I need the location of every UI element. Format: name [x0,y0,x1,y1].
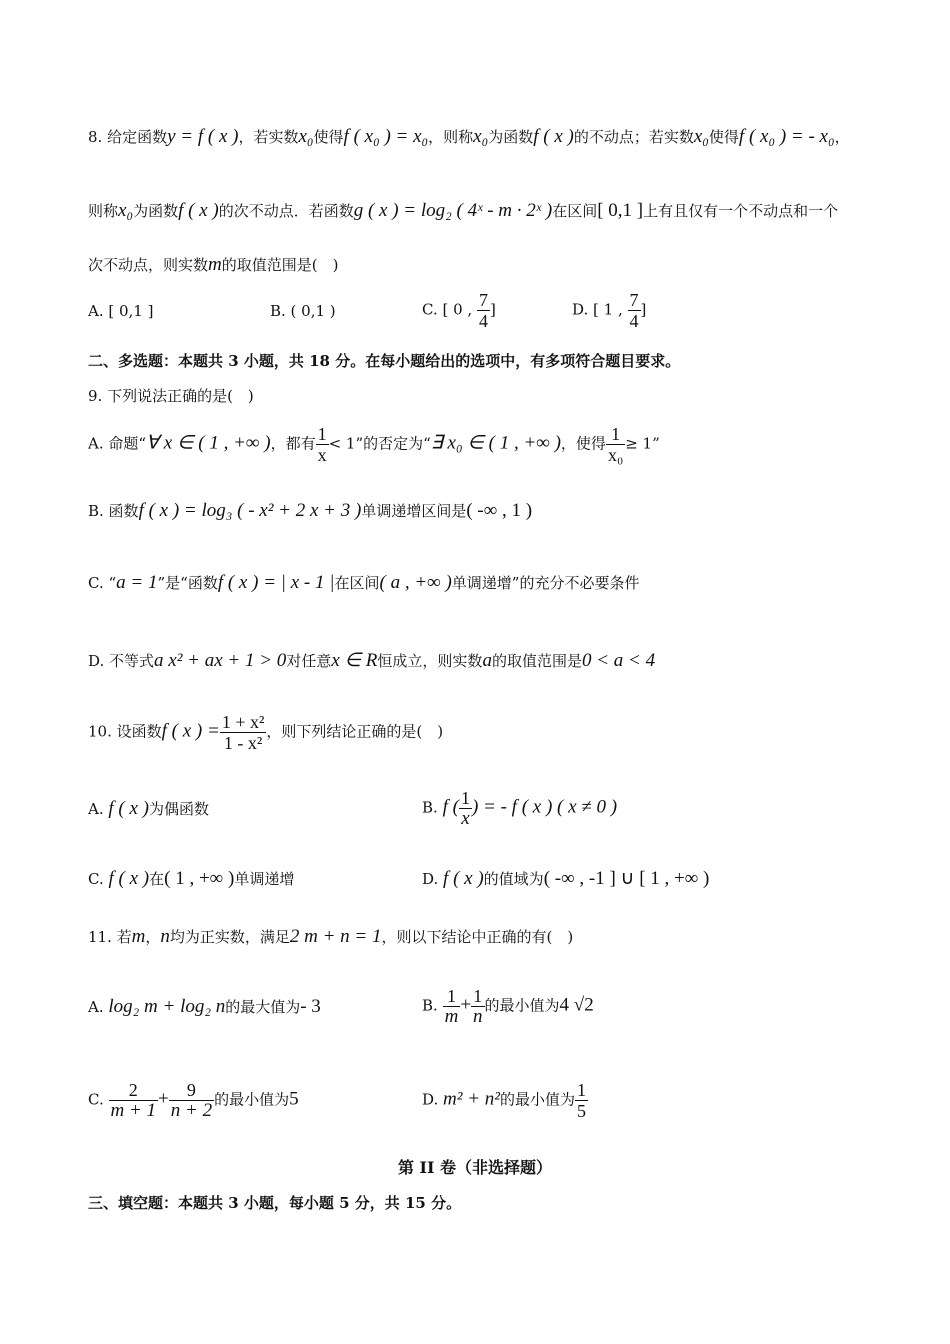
math: f ( x ) [108,798,150,819]
denominator: x [317,445,327,465]
numerator: 1 [471,986,485,1007]
text: 为偶函数 [149,800,210,818]
denominator: 5 [577,1101,586,1121]
text: 使得 [708,128,739,146]
q9-option-b [88,500,532,522]
numerator: 1 [577,1080,586,1100]
text: ，则下列结论正确的是( ) [266,722,444,741]
text: ，使得 [560,434,606,453]
math: - 3 [300,996,321,1017]
fraction [316,424,329,465]
plus: + [158,1088,169,1110]
math: f ( x ) [533,126,574,147]
text: A. [88,800,104,818]
q11-option-d [422,1080,588,1121]
denominator: m [444,1006,459,1027]
math: f ( x₀ ) = x₀ [343,126,429,147]
denominator: 1 - x² [223,733,263,753]
fraction [459,788,472,829]
math: f ( x ) = [161,720,220,742]
text: 上有且仅有一个不动点和一个 [643,202,839,220]
numerator: 7 [629,290,639,310]
text: < 1”的否定为“ [328,434,431,453]
q10-option-a [88,798,209,820]
numerator: 1 [606,424,625,445]
numerator: 1 [317,424,327,444]
text: ， [834,128,850,146]
text: D. [422,870,439,888]
bracket: ] [489,300,496,319]
fraction [606,424,625,465]
q8-option-d [572,290,646,331]
fraction [575,1080,588,1121]
text: ，则以下结论中正确的有( ) [381,928,574,946]
math: f ( x ) = | x - 1 | [217,572,335,593]
numerator: 1 [460,788,470,808]
math: ( 1 , +∞ ) [164,868,235,889]
math: ∃ x₀ ∈ ( 1 , +∞ ) [430,432,561,454]
q11-stem [88,926,573,948]
text: 的取值范围是( ) [221,256,339,274]
text: 在区间 [552,202,598,220]
fraction [477,290,490,331]
math: 4 √2 [559,994,594,1016]
math: f ( x₀ ) = - x₀ [738,126,835,147]
math: x₀ [298,126,314,147]
text: 单调递增区间是 [361,502,467,520]
q11-option-b [422,986,594,1027]
text: C. [88,870,104,888]
math: ( -∞ , -1 ] ∪ [ 1 , +∞ ) [543,868,710,889]
math: g ( x ) = log₂ ( 4ˣ - m · 2ˣ ) [353,200,553,221]
text: ，都有 [270,434,316,453]
text: 使得 [313,128,344,146]
math: ( a , +∞ ) [379,572,452,593]
text: 10. 设函数 [88,722,162,741]
math: f ( x ) [443,868,484,889]
text: 的最小值为 [499,1090,575,1109]
text: D. 不等式 [88,652,155,670]
text: ， [145,928,161,946]
text: B. 函数 [88,502,139,520]
option-text: A. [ 0,1 ] [88,302,154,320]
option-text: C. [ 0 , [422,300,473,319]
text: 的不动点；若实数 [573,128,694,146]
math: f ( [442,796,459,818]
fraction [220,712,267,753]
text: 均为正实数，满足 [169,928,290,946]
text: 的最小值为 [484,996,560,1015]
part-2-title: 第 II 卷（非选择题） [397,1158,553,1177]
denominator: n [473,1006,483,1027]
numerator: 1 + x² [221,712,265,732]
math: 0 < a < 4 [581,650,656,671]
text: 的次不动点．若函数 [218,202,354,220]
math: 2 m + n = 1 [289,926,382,947]
math: a = 1 [116,572,158,593]
text: ≥ 1” [625,434,660,453]
text: 在 [149,870,165,888]
text: B. [422,798,438,817]
text: 的最小值为 [214,1090,290,1109]
fraction [628,290,641,331]
math: ( -∞ , 1 ) [466,500,533,521]
q10-option-b [422,788,617,829]
math: m [131,926,146,947]
text: 次不动点，则实数 [88,256,209,274]
q11-option-a [88,996,321,1018]
numerator: 2 [109,1080,159,1101]
text: 则称 [88,202,119,220]
text: 的取值范围是 [491,652,582,670]
bracket: ] [640,300,647,319]
q10-option-c [88,868,294,890]
math: log₂ m + log₂ n [108,996,226,1017]
numerator: 7 [478,290,488,310]
q10-option-d [422,868,709,890]
denominator: x₀ [607,445,624,465]
q8-option-b [270,300,336,322]
math: ∀ x ∈ ( 1 , +∞ ) [146,432,271,454]
q8-line1 [88,126,850,148]
q11-option-c [88,1080,299,1121]
math: x ∈ R [331,650,378,671]
q8-line3 [88,254,338,276]
text: A. 命题“ [88,434,147,453]
math: 5 [289,1088,299,1110]
denominator: 4 [478,311,488,331]
text: 11. 若 [88,928,132,946]
math: f ( x ) [108,868,150,889]
text: ，若实数 [238,128,299,146]
fraction [109,1080,159,1121]
text: 为函数 [488,128,534,146]
text: C. “ [88,574,117,592]
q8-line2 [88,200,838,222]
math: a [482,650,492,671]
math: x₀ [473,126,489,147]
numerator: 1 [443,986,461,1007]
denominator: m + 1 [110,1100,157,1121]
text: A. [88,998,104,1016]
fraction [169,1080,214,1121]
math: m² + n² [443,1088,500,1110]
math: m [208,254,222,275]
math: a x² + ax + 1 > 0 [154,650,287,671]
text: 在区间 [334,574,380,592]
math: f ( x ) [178,200,219,221]
math: ) = - f ( x ) ( x ≠ 0 ) [471,796,618,818]
text: 的值域为 [483,870,544,888]
denominator: x [461,808,470,829]
plus: + [460,994,472,1016]
text: D. [422,1090,439,1109]
text: ”是“函数 [157,574,218,592]
math: x₀ [118,200,134,221]
text: C. [88,1090,104,1109]
denominator: 4 [629,311,639,331]
option-text: D. [ 1 , [572,300,623,319]
q10-stem [88,712,443,753]
denominator: n + 2 [170,1100,213,1121]
text: 单调递增 [234,870,295,888]
math: n [160,926,170,947]
text: 单调递增”的充分不必要条件 [451,574,640,592]
text: 恒成立，则实数 [377,652,483,670]
q8-option-c [422,290,496,331]
text: 对任意 [286,652,332,670]
q9-option-c [88,572,639,594]
text: 8. 给定函数 [88,128,168,146]
text: ，则称 [428,128,474,146]
fraction [443,986,461,1027]
section-2-heading: 二、多选题：本题共 3 小题，共 18 分。在每小题给出的选项中，有多项符合题目要求。 [88,352,681,370]
numerator: 9 [169,1080,214,1101]
text: 为函数 [133,202,179,220]
section-3-heading: 三、填空题：本题共 3 小题，每小题 5 分，共 15 分。 [88,1194,462,1212]
q8-option-a [88,300,153,322]
fraction [471,986,485,1027]
text: B. [422,996,438,1015]
math: [ 0,1 ] [597,200,644,221]
math: f ( x ) = log₃ ( - x² + 2 x + 3 ) [138,500,362,521]
q9-option-a [88,424,660,465]
option-text: B. ( 0,1 ) [270,302,336,320]
q9-stem: 9. 下列说法正确的是( ) [88,387,254,405]
math: x₀ [693,126,709,147]
text: 的最大值为 [225,998,301,1016]
q9-option-d [88,650,655,672]
math: y = f ( x ) [167,126,239,147]
